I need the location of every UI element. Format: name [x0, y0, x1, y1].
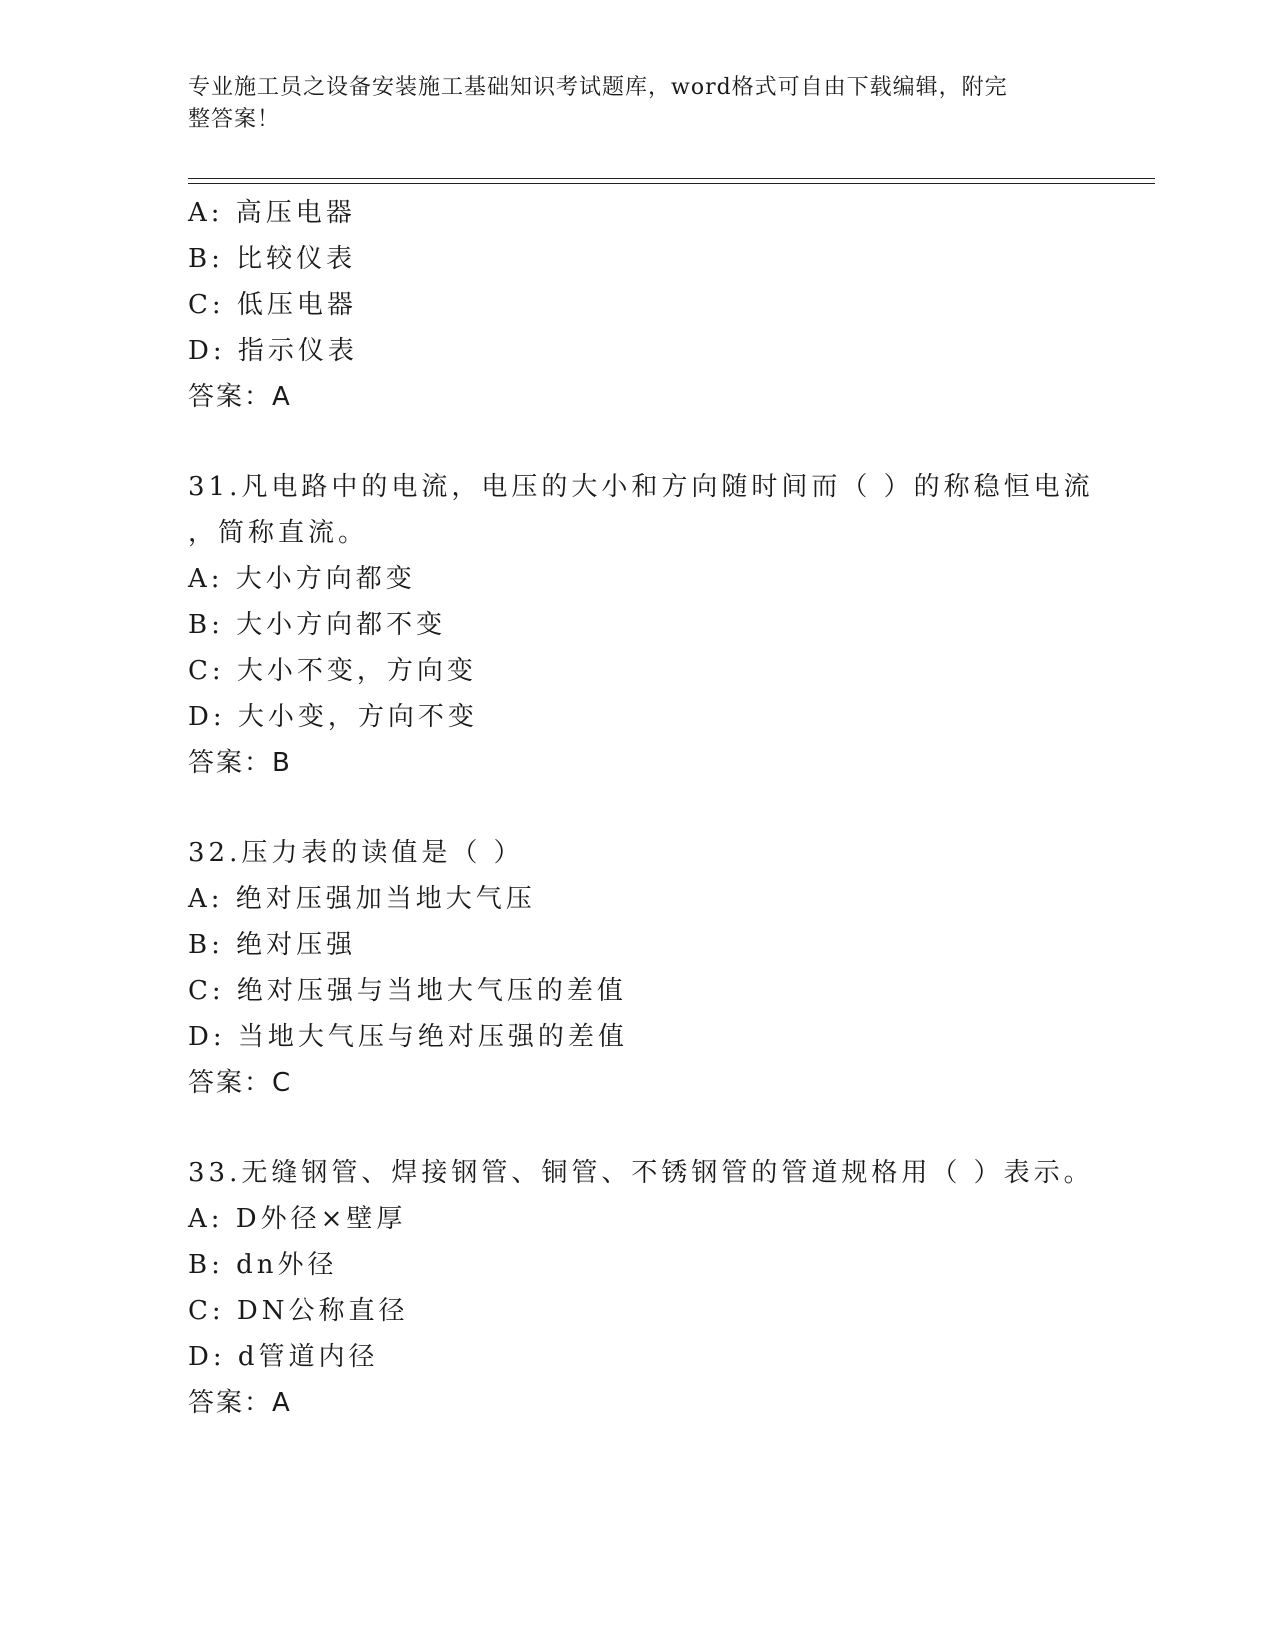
question-text: 32.压力表的读值是（ ）: [188, 838, 524, 868]
option-a: A: 绝对压强加当地大气压: [188, 884, 536, 914]
answer-line: 答案：A: [188, 382, 292, 412]
answer-line: 答案：B: [188, 748, 292, 778]
header-divider-bottom: [188, 183, 1155, 184]
option-c: C: 绝对压强与当地大气压的差值: [188, 976, 627, 1006]
question-block-continued: [188, 190, 1088, 420]
option-d: D: 当地大气压与绝对压强的差值: [188, 1022, 628, 1052]
option-a: A: D外径×壁厚: [188, 1204, 407, 1234]
question-text: 31.凡电路中的电流，电压的大小和方向随时间而（ ）的称稳恒电流: [188, 472, 1094, 502]
option-d: D: d管道内径: [188, 1342, 379, 1372]
option-c: C: 大小不变，方向变: [188, 656, 477, 686]
option-a: A: 大小方向都变: [188, 564, 416, 594]
option-c: C: DN公称直径: [188, 1296, 409, 1326]
question-list: [188, 190, 1094, 1426]
option-b: B: 大小方向都不变: [188, 610, 447, 640]
question-31: [188, 464, 1094, 786]
option-b: B: dn外径: [188, 1250, 338, 1280]
option-b: B: 绝对压强: [188, 930, 357, 960]
header-divider-top: [188, 178, 1155, 179]
question-33: [188, 1150, 1094, 1426]
option-a: A: 高压电器: [188, 198, 356, 228]
header-line-2: 整答案！: [188, 107, 281, 132]
option-c: C: 低压电器: [188, 290, 357, 320]
document-header: [188, 72, 1068, 136]
option-d: D: 指示仪表: [188, 336, 358, 366]
question-text: 33.无缝钢管、焊接钢管、铜管、不锈钢管的管道规格用（ ）表示。: [188, 1158, 1094, 1188]
option-d: D: 大小变，方向不变: [188, 702, 478, 732]
answer-line: 答案：C: [188, 1068, 293, 1098]
option-b: B: 比较仪表: [188, 244, 357, 274]
answer-line: 答案：A: [188, 1388, 292, 1418]
spacer: [188, 420, 1088, 464]
question-32: [188, 830, 1088, 1106]
spacer: [188, 1106, 1088, 1150]
header-line-1: 专业施工员之设备安装施工基础知识考试题库，word格式可自由下载编辑，附完: [188, 75, 1008, 100]
spacer: [188, 786, 1088, 830]
question-text-continued: ，简称直流。: [188, 518, 369, 548]
